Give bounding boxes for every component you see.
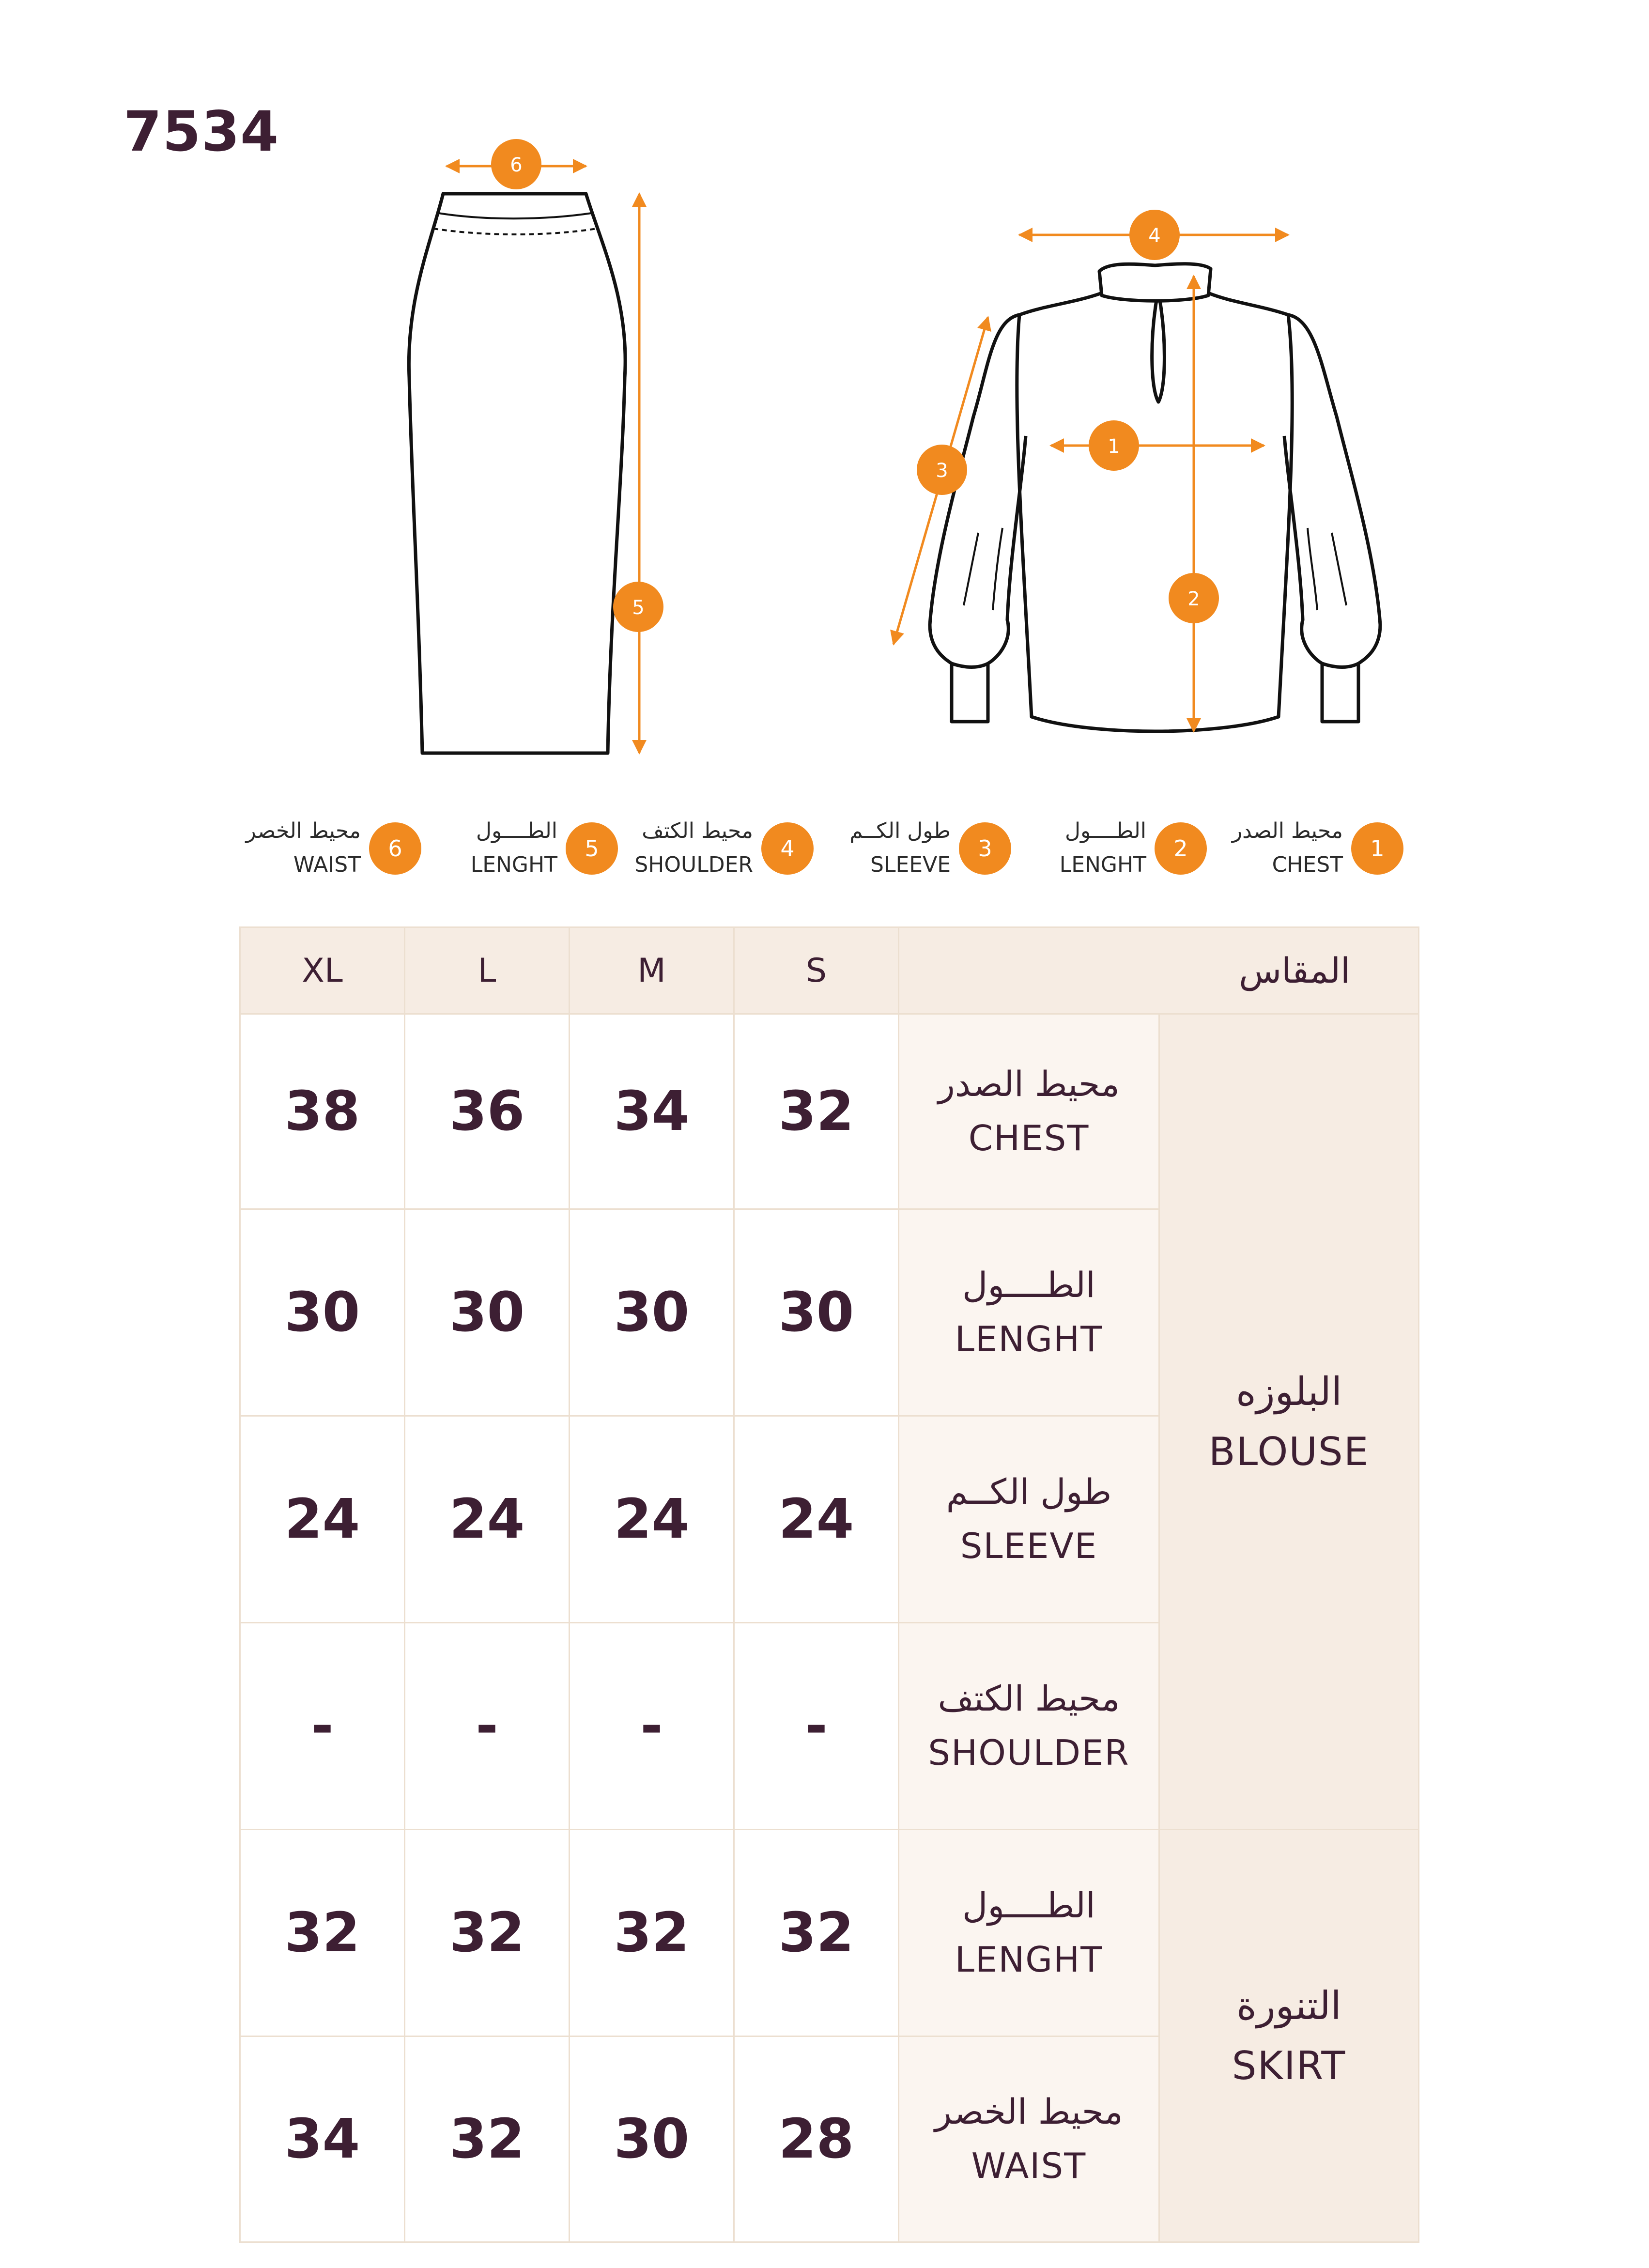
size-table bbox=[239, 926, 1419, 2243]
measure-en: LENGHT bbox=[955, 1319, 1103, 1359]
size-header-m: M bbox=[570, 927, 734, 1014]
value-cell: 30 bbox=[240, 1209, 405, 1416]
badge-4-label: 4 bbox=[1148, 225, 1161, 247]
value-cell: 38 bbox=[240, 1014, 405, 1209]
badge-6 bbox=[491, 139, 541, 189]
legend-item-4 bbox=[630, 818, 814, 886]
value-cell: 30 bbox=[734, 1209, 899, 1416]
diagram-badges bbox=[491, 139, 1219, 632]
measure-en: SLEEVE bbox=[960, 1526, 1098, 1566]
size-header-label: المقاس bbox=[899, 927, 1419, 1014]
badge-1-label: 1 bbox=[1108, 435, 1120, 458]
value-cell: 24 bbox=[570, 1416, 734, 1623]
measure-ar: محيط الصدر bbox=[938, 1064, 1120, 1105]
size-header-l: L bbox=[405, 927, 570, 1014]
badge-6-label: 6 bbox=[510, 154, 523, 176]
badge-5 bbox=[613, 582, 663, 632]
legend-en-label: WAIST bbox=[293, 852, 361, 877]
badge-5-label: 5 bbox=[632, 597, 645, 619]
legend-badge: 1 bbox=[1351, 822, 1403, 875]
blouse-drawing bbox=[930, 264, 1380, 731]
measure-en: WAIST bbox=[971, 2145, 1087, 2186]
measure-en: LENGHT bbox=[955, 1939, 1103, 1980]
garment-diagram bbox=[0, 0, 1649, 785]
legend-en-label: LENGHT bbox=[1059, 852, 1146, 877]
value-cell: - bbox=[240, 1623, 405, 1830]
measure-ar: محيط الخصر bbox=[935, 2091, 1123, 2132]
measure-label bbox=[899, 1416, 1159, 1623]
value-cell: 32 bbox=[405, 2037, 570, 2242]
value-cell: 36 bbox=[405, 1014, 570, 1209]
table-row bbox=[240, 1830, 1419, 2037]
legend-en-label: SHOULDER bbox=[634, 852, 753, 877]
legend-ar-label: محيط الكتف bbox=[642, 818, 753, 843]
measure-label bbox=[899, 1209, 1159, 1416]
legend-en-label: LENGHT bbox=[470, 852, 557, 877]
legend-ar-label: الطــــول bbox=[476, 818, 557, 843]
value-cell: 24 bbox=[734, 1416, 899, 1623]
measure-ar: الطــــول bbox=[962, 1885, 1095, 1926]
legend-badge: 2 bbox=[1155, 822, 1207, 875]
value-cell: 24 bbox=[240, 1416, 405, 1623]
product-code: 7534 bbox=[123, 99, 279, 164]
legend-en-label: CHEST bbox=[1272, 852, 1343, 877]
legend-ar-label: الطــــول bbox=[1065, 818, 1146, 843]
measure-ar: محيط الكتف bbox=[938, 1678, 1120, 1719]
legend-item-2 bbox=[1023, 818, 1207, 886]
value-cell: 24 bbox=[405, 1416, 570, 1623]
value-cell: - bbox=[405, 1623, 570, 1830]
measure-en: CHEST bbox=[968, 1118, 1090, 1158]
table-header-row bbox=[240, 927, 1419, 1014]
value-cell: 30 bbox=[570, 2037, 734, 2242]
group-blouse bbox=[1159, 1014, 1419, 1830]
legend-item-6 bbox=[237, 818, 421, 886]
badge-1 bbox=[1089, 420, 1139, 471]
table-row bbox=[240, 1014, 1419, 1209]
legend-en-label: SLEEVE bbox=[870, 852, 951, 877]
measure-label bbox=[899, 1830, 1159, 2037]
measure-label bbox=[899, 2037, 1159, 2242]
value-cell: 32 bbox=[405, 1830, 570, 2037]
measure-label bbox=[899, 1623, 1159, 1830]
badge-2-label: 2 bbox=[1187, 588, 1200, 610]
value-cell: 34 bbox=[570, 1014, 734, 1209]
size-header-s: S bbox=[734, 927, 899, 1014]
group-ar: البلوزه bbox=[1235, 1369, 1342, 1414]
legend-ar-label: محيط الصدر bbox=[1232, 818, 1343, 843]
measure-label bbox=[899, 1014, 1159, 1209]
badge-3 bbox=[917, 445, 967, 495]
measure-en: SHOULDER bbox=[928, 1732, 1130, 1773]
value-cell: - bbox=[570, 1623, 734, 1830]
value-cell: 30 bbox=[570, 1209, 734, 1416]
group-ar: التنورة bbox=[1236, 1983, 1341, 2028]
group-skirt bbox=[1159, 1830, 1419, 2242]
value-cell: 32 bbox=[734, 1830, 899, 2037]
group-en: BLOUSE bbox=[1208, 1429, 1370, 1474]
badge-2 bbox=[1169, 573, 1219, 623]
legend-badge: 3 bbox=[959, 822, 1011, 875]
value-cell: 28 bbox=[734, 2037, 899, 2242]
badge-3-label: 3 bbox=[936, 460, 948, 482]
value-cell: 32 bbox=[240, 1830, 405, 2037]
legend-badge: 5 bbox=[566, 822, 618, 875]
skirt-drawing bbox=[409, 194, 625, 753]
value-cell: - bbox=[734, 1623, 899, 1830]
value-cell: 32 bbox=[570, 1830, 734, 2037]
legend-badge: 6 bbox=[369, 822, 421, 875]
measure-ar: الطــــول bbox=[962, 1265, 1095, 1306]
legend-item-5 bbox=[434, 818, 618, 886]
legend-item-3 bbox=[827, 818, 1011, 886]
value-cell: 34 bbox=[240, 2037, 405, 2242]
group-en: SKIRT bbox=[1232, 2043, 1346, 2088]
value-cell: 30 bbox=[405, 1209, 570, 1416]
legend-item-1 bbox=[1219, 818, 1403, 886]
measure-ar: طول الكــم bbox=[946, 1471, 1112, 1512]
legend-ar-label: محيط الخصر bbox=[246, 818, 361, 843]
legend-badge: 4 bbox=[761, 822, 814, 875]
value-cell: 32 bbox=[734, 1014, 899, 1209]
badge-4 bbox=[1129, 210, 1180, 260]
size-header-xl: XL bbox=[240, 927, 405, 1014]
legend-ar-label: طول الكــم bbox=[849, 818, 951, 843]
